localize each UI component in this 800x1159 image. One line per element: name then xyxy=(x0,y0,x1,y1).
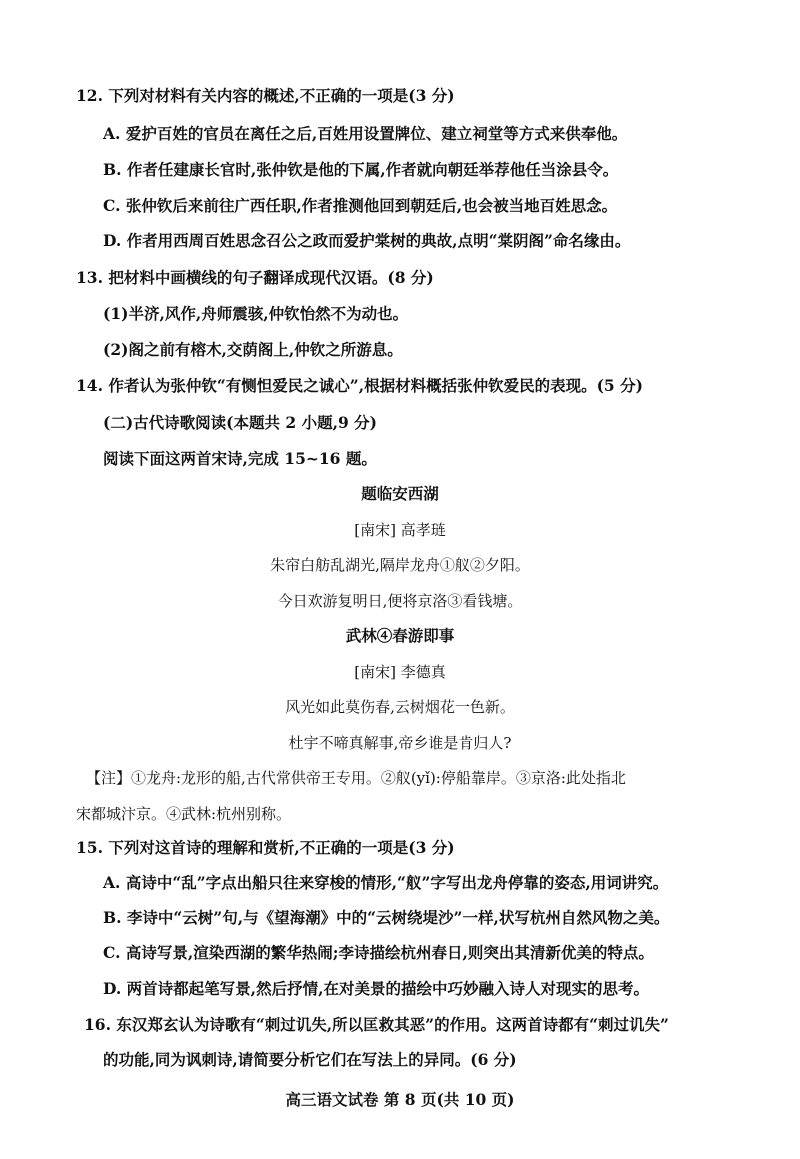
annotation-line-1: 【注】①龙舟:龙形的船,古代常供帝王专用。②舣(yǐ):停船靠岸。③京洛:此处指北 xyxy=(86,769,626,787)
q16-stem-line-1: 16. 东汉郑玄认为诗歌有“刺过讥失,所以匡救其恶”的作用。这两首诗都有“刺过讥失” xyxy=(84,1015,669,1034)
poem1-title: 题临安西湖 xyxy=(361,484,439,503)
q13-sentence-2: (2)阁之前有榕木,交荫阁上,仲钦之所游息。 xyxy=(103,340,403,359)
q12-stem: 12. 下列对材料有关内容的概述,不正确的一项是(3 分) xyxy=(76,86,455,105)
q13-sentence-1: (1)半济,风作,舟师震骇,仲钦怡然不为动也。 xyxy=(103,304,409,323)
q13-stem: 13. 把材料中画横线的句子翻译成现代汉语。(8 分) xyxy=(76,268,434,287)
q12-option-b: B. 作者任建康长官时,张仲钦是他的下属,作者就向朝廷举荐他任当涂县令。 xyxy=(103,160,619,179)
q12-option-d: D. 作者用西周百姓思念召公之政而爱护棠树的典故,点明“棠阴阁”命名缘由。 xyxy=(103,231,631,250)
q14-stem: 14. 作者认为张仲钦“有恻怛爱民之诚心”,根据材料概括张仲钦爱民的表现。(5 分) xyxy=(76,376,643,395)
poem1-author: [南宋] 高孝琏 xyxy=(354,521,446,539)
section-intro: 阅读下面这两首宋诗,完成 15~16 题。 xyxy=(103,449,377,468)
q15-option-b: B. 李诗中“云树”句,与《望海潮》中的“云树绕堤沙”一样,状写杭州自然风物之美。 xyxy=(103,908,670,927)
q15-option-a: A. 高诗中“乱”字点出船只往来穿梭的情形,“舣”字写出龙舟停靠的姿态,用词讲究。 xyxy=(103,873,669,892)
q15-stem: 15. 下列对这首诗的理解和赏析,不正确的一项是(3 分) xyxy=(76,838,455,857)
q12-option-c: C. 张仲钦后来前往广西任职,作者推测他回到朝廷后,也会被当地百姓思念。 xyxy=(103,196,618,215)
section-heading: (二)古代诗歌阅读(本题共 2 小题,9 分) xyxy=(103,413,377,432)
q12-option-a: A. 爱护百姓的官员在离任之后,百姓用设置牌位、建立祠堂等方式来供奉他。 xyxy=(103,124,628,143)
poem2-line-1: 风光如此莫伤春,云树烟花一色新。 xyxy=(285,698,515,716)
annotation-line-2: 宋都城汴京。④武林:杭州别称。 xyxy=(76,805,292,823)
poem1-line-2: 今日欢游复明日,便将京洛③看钱塘。 xyxy=(277,592,523,610)
poem2-author: [南宋] 李德真 xyxy=(354,663,446,681)
page-footer: 高三语文试卷 第 8 页(共 10 页) xyxy=(285,1090,515,1109)
q16-stem-line-2: 的功能,同为讽刺诗,请简要分析它们在写法上的异同。(6 分) xyxy=(103,1050,517,1069)
poem1-line-1: 朱帘白舫乱湖光,隔岸龙舟①舣②夕阳。 xyxy=(270,556,530,574)
poem2-title: 武林④春游即事 xyxy=(345,626,455,645)
q15-option-c: C. 高诗写景,渲染西湖的繁华热闹;李诗描绘杭州春日,则突出其清新优美的特点。 xyxy=(103,943,654,962)
q15-option-d: D. 两首诗都起笔写景,然后抒情,在对美景的描绘中巧妙融入诗人对现实的思考。 xyxy=(103,979,649,998)
poem2-line-2: 杜宇不啼真解事,帝乡谁是肯归人? xyxy=(288,734,512,752)
